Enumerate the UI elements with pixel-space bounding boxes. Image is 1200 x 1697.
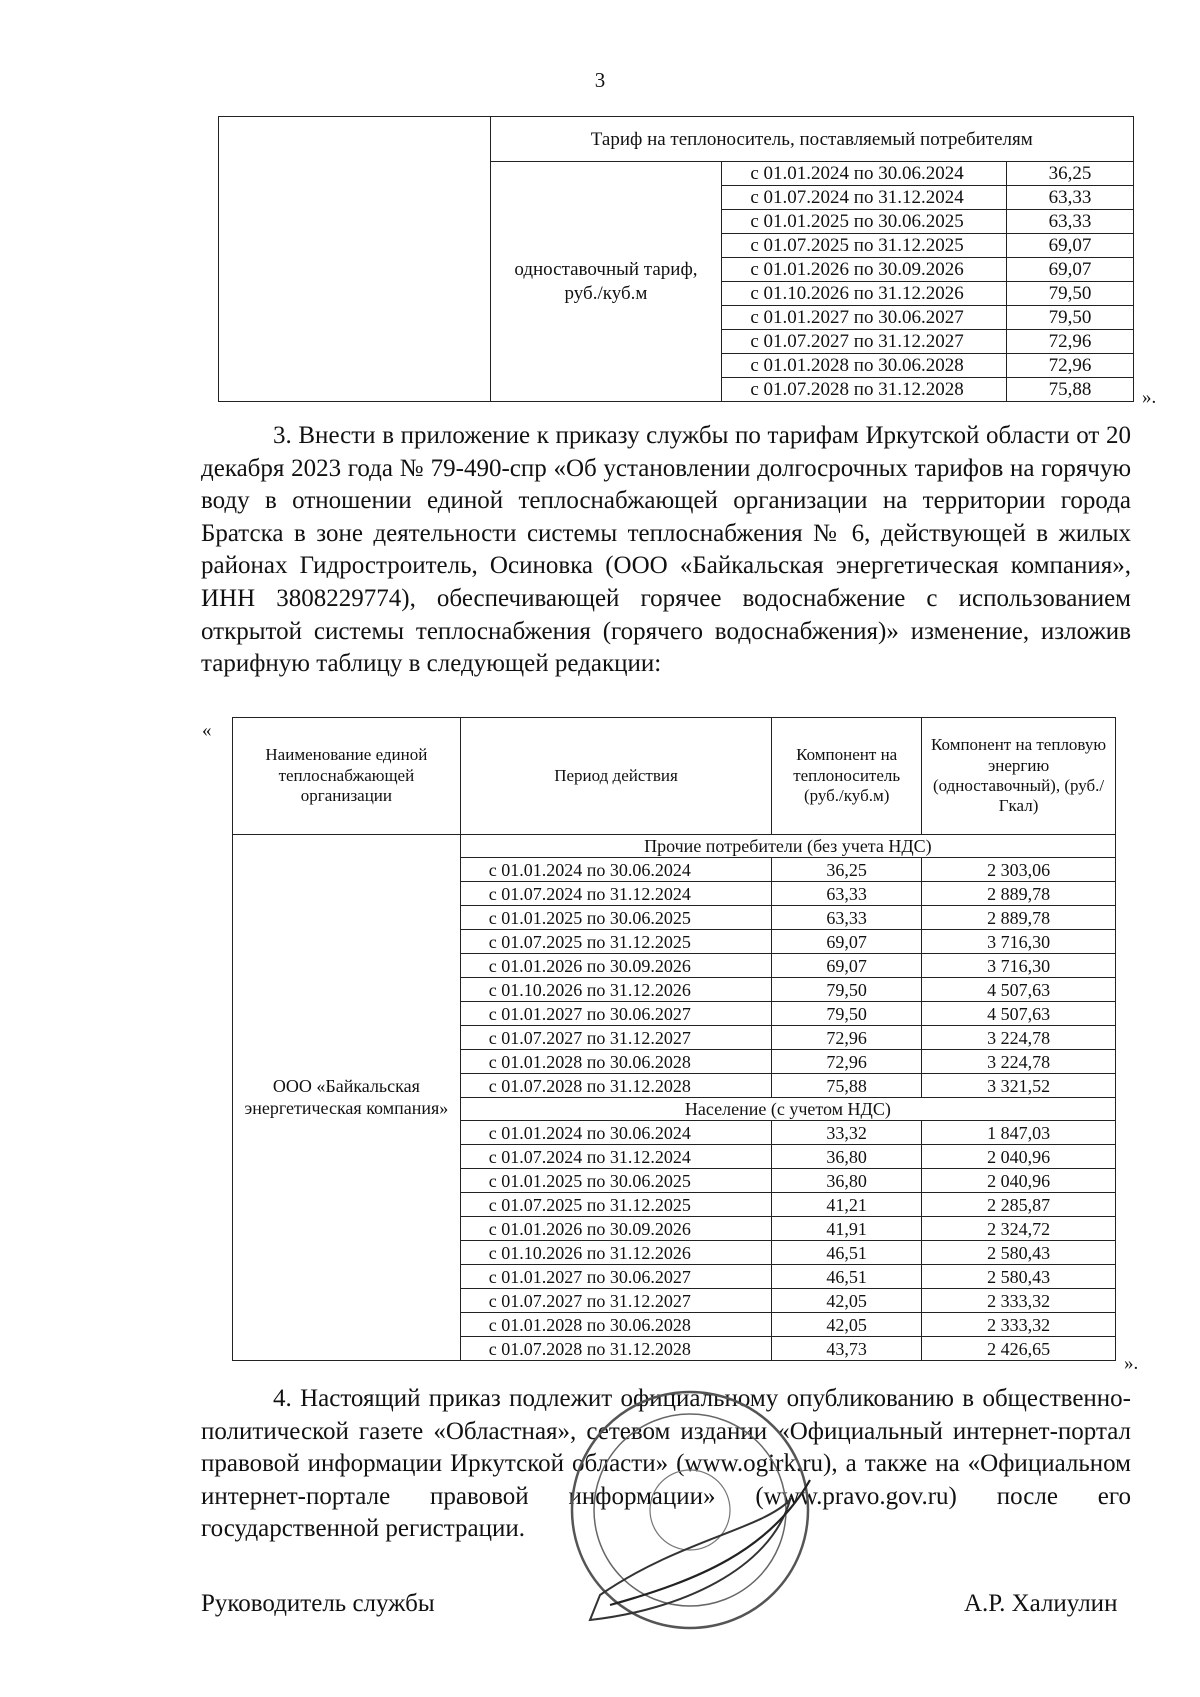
tariff-table-1: [218, 116, 1134, 402]
period-cell: с 01.07.2024 по 31.12.2024: [460, 1145, 771, 1169]
value-cell: 63,33: [1007, 210, 1134, 234]
page-number: 3: [594, 68, 606, 92]
period-cell: с 01.01.2027 по 30.06.2027: [722, 306, 1007, 330]
period-cell: с 01.07.2028 по 31.12.2028: [722, 378, 1007, 402]
period-cell: с 01.10.2026 по 31.12.2026: [460, 978, 771, 1002]
comp1-cell: 42,05: [772, 1289, 922, 1313]
paragraph-4-text: 4. Настоящий приказ подлежит официальному опубликованию в общественно-политической газете «Областная», сетевом издании «Официальный интернет-портал правовой информации Иркутской области» (www.ogirk.ru), а также на «Официальном интернет-портале правовой информации» (www.pravo.gov.ru) после его государственной регистрации.: [201, 1385, 1131, 1543]
comp2-cell: 2 889,78: [922, 906, 1116, 930]
comp1-cell: 36,25: [772, 858, 922, 882]
value-cell: 79,50: [1007, 282, 1134, 306]
comp2-cell: 2 333,32: [922, 1313, 1116, 1337]
group-title: Прочие потребители (без учета НДС): [460, 835, 1115, 858]
value-cell: 69,07: [1007, 258, 1134, 282]
comp2-cell: 4 507,63: [922, 1002, 1116, 1026]
value-cell: 72,96: [1007, 330, 1134, 354]
value-cell: 36,25: [1007, 162, 1134, 186]
header-org: Наименование единой теплоснабжающей организации: [233, 718, 461, 835]
comp2-cell: 2 333,32: [922, 1289, 1116, 1313]
period-cell: с 01.01.2027 по 30.06.2027: [460, 1002, 771, 1026]
comp1-cell: 46,51: [772, 1265, 922, 1289]
comp1-cell: 36,80: [772, 1169, 922, 1193]
period-cell: с 01.01.2025 по 30.06.2025: [722, 210, 1007, 234]
period-cell: с 01.07.2028 по 31.12.2028: [460, 1337, 771, 1361]
comp2-cell: 2 285,87: [922, 1193, 1116, 1217]
comp1-cell: 75,88: [772, 1074, 922, 1098]
period-cell: с 01.01.2024 по 30.06.2024: [460, 1121, 771, 1145]
table1-header: Тариф на теплоноситель, поставляемый потребителям: [490, 117, 1133, 162]
period-cell: с 01.07.2027 по 31.12.2027: [460, 1289, 771, 1313]
value-cell: 79,50: [1007, 306, 1134, 330]
comp1-cell: 41,91: [772, 1217, 922, 1241]
org-name-cell: ООО «Байкальская энергетическая компания»: [233, 835, 461, 1361]
period-cell: с 01.10.2026 по 31.12.2026: [460, 1241, 771, 1265]
paragraph-3-text: 3. Внести в приложение к приказу службы по тарифам Иркутской области от 20 декабря 2023 года № 79-490-спр «Об установлении долгосрочных тарифов на горячую воду в отношении единой теплоснабжающей организации на территории города Братска в зоне деятельности системы теплоснабжения № 6, действующей в жилых районах Гидростроитель, Осиновка (ООО «Байкальская энергетическая компания», ИНН 3808229774), обеспечивающей горячее водоснабжение с использованием открытой системы теплоснабжения (горячего водоснабжения)» изменение, изложив тарифную таблицу в следующей редакции:: [201, 422, 1131, 678]
period-cell: с 01.07.2024 по 31.12.2024: [460, 882, 771, 906]
period-cell: с 01.01.2025 по 30.06.2025: [460, 906, 771, 930]
comp1-cell: 36,80: [772, 1145, 922, 1169]
comp1-cell: 63,33: [772, 882, 922, 906]
comp2-cell: 2 324,72: [922, 1217, 1116, 1241]
table2-closing-quote: ».: [1124, 1353, 1139, 1374]
signature-title: Руководитель службы: [201, 1590, 435, 1617]
period-cell: с 01.01.2028 по 30.06.2028: [460, 1050, 771, 1074]
period-cell: с 01.01.2025 по 30.06.2025: [460, 1169, 771, 1193]
period-cell: с 01.07.2024 по 31.12.2024: [722, 186, 1007, 210]
table2-opening-quote: «: [202, 720, 212, 741]
period-cell: с 01.01.2027 по 30.06.2027: [460, 1265, 771, 1289]
comp1-cell: 72,96: [772, 1026, 922, 1050]
official-stamp: [560, 1380, 820, 1640]
period-cell: с 01.01.2026 по 30.09.2026: [460, 954, 771, 978]
comp2-cell: 3 224,78: [922, 1026, 1116, 1050]
comp2-cell: 3 716,30: [922, 954, 1116, 978]
period-cell: с 01.07.2025 по 31.12.2025: [460, 1193, 771, 1217]
comp1-cell: 69,07: [772, 954, 922, 978]
period-cell: с 01.01.2026 по 30.09.2026: [460, 1217, 771, 1241]
period-cell: с 01.07.2027 по 31.12.2027: [722, 330, 1007, 354]
comp2-cell: 2 580,43: [922, 1265, 1116, 1289]
header-comp1: Компонент на теплоноситель (руб./куб.м): [772, 718, 922, 835]
period-cell: с 01.01.2028 по 30.06.2028: [460, 1313, 771, 1337]
period-cell: с 01.07.2028 по 31.12.2028: [460, 1074, 771, 1098]
comp1-cell: 41,21: [772, 1193, 922, 1217]
comp2-cell: 2 426,65: [922, 1337, 1116, 1361]
comp1-cell: 79,50: [772, 978, 922, 1002]
comp1-cell: 42,05: [772, 1313, 922, 1337]
comp1-cell: 33,32: [772, 1121, 922, 1145]
period-cell: с 01.07.2025 по 31.12.2025: [460, 930, 771, 954]
comp2-cell: 4 507,63: [922, 978, 1116, 1002]
comp1-cell: 63,33: [772, 906, 922, 930]
period-cell: с 01.07.2027 по 31.12.2027: [460, 1026, 771, 1050]
period-cell: с 01.01.2026 по 30.09.2026: [722, 258, 1007, 282]
table1-closing-quote: ».: [1142, 387, 1157, 408]
empty-cell: [219, 117, 491, 402]
value-cell: 72,96: [1007, 354, 1134, 378]
period-cell: с 01.01.2024 по 30.06.2024: [722, 162, 1007, 186]
group-row: [233, 835, 1116, 858]
tariff-table-2: [232, 717, 1116, 1361]
comp1-cell: 72,96: [772, 1050, 922, 1074]
value-cell: 69,07: [1007, 234, 1134, 258]
value-cell: 63,33: [1007, 186, 1134, 210]
signature-name: А.Р. Халиулин: [964, 1590, 1118, 1617]
comp2-cell: 2 303,06: [922, 858, 1116, 882]
header-period: Период действия: [460, 718, 771, 835]
comp1-cell: 43,73: [772, 1337, 922, 1361]
period-cell: с 01.01.2024 по 30.06.2024: [460, 858, 771, 882]
comp2-cell: 1 847,03: [922, 1121, 1116, 1145]
comp2-cell: 2 580,43: [922, 1241, 1116, 1265]
comp2-cell: 2 040,96: [922, 1145, 1116, 1169]
comp1-cell: 46,51: [772, 1241, 922, 1265]
table1-row-label: одноставочный тариф, руб./куб.м: [490, 162, 722, 402]
header-comp2: Компонент на тепловую энергию (одноставочный), (руб./Гкал): [922, 718, 1116, 835]
period-cell: с 01.01.2028 по 30.06.2028: [722, 354, 1007, 378]
group-title: Население (с учетом НДС): [460, 1098, 1115, 1121]
comp1-cell: 79,50: [772, 1002, 922, 1026]
comp2-cell: 3 321,52: [922, 1074, 1116, 1098]
comp1-cell: 69,07: [772, 930, 922, 954]
period-cell: с 01.10.2026 по 31.12.2026: [722, 282, 1007, 306]
comp2-cell: 3 716,30: [922, 930, 1116, 954]
comp2-cell: 2 040,96: [922, 1169, 1116, 1193]
value-cell: 75,88: [1007, 378, 1134, 402]
paragraph-3: [201, 420, 1131, 681]
period-cell: с 01.07.2025 по 31.12.2025: [722, 234, 1007, 258]
comp2-cell: 3 224,78: [922, 1050, 1116, 1074]
comp2-cell: 2 889,78: [922, 882, 1116, 906]
